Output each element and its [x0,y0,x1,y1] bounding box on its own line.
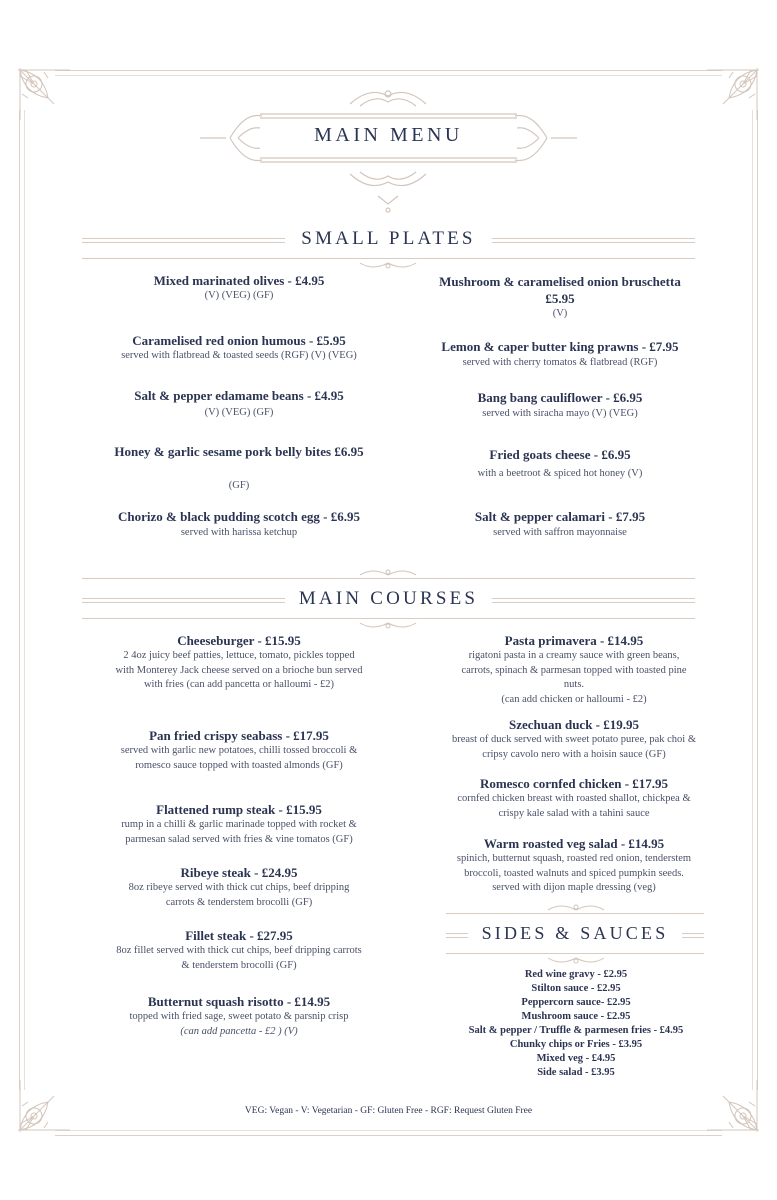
list-item [80,272,398,304]
flourish-icon [358,619,418,633]
page-title: MAIN MENU [314,124,463,146]
item-desc: (can add chicken or halloumi - £2) [501,693,647,705]
item-name: Fillet steak - £27.95 [185,928,293,943]
item-desc: 2 4oz juicy beef patties, lettuce, tomato, pickles topped [123,650,355,661]
item-desc: 8oz ribeye served with thick cut chips, beef dripping [128,882,350,893]
flourish-icon [546,954,606,968]
item-name: Chorizo & black pudding scotch egg - £6.95 [118,509,360,524]
list-item [80,993,398,1039]
item-desc: broccoli, toasted walnuts and spiced pumpkin seeds. [464,867,684,879]
list-item: Peppercorn sauce- £2.95 [521,997,631,1008]
item-name: Mixed marinated olives - £4.95 [153,273,325,288]
item-desc: rump in a chilli & garlic marinade topped with rocket & [121,819,357,830]
item-price: £5.95 [545,291,575,306]
list-item: Stilton sauce - £2.95 [531,983,621,994]
item-desc: 8oz fillet served with thick cut chips, beef dripping carrots [116,945,362,956]
item-desc: parmesan salad served with fries & vine tomatos (GF) [125,833,353,845]
divider [446,933,468,938]
list-item [80,927,398,973]
item-desc: cripsy cavolo nero with a hoisin sauce (GF) [482,748,666,760]
item-desc: served with dijon maple dressing (veg) [492,882,656,893]
divider [492,598,695,603]
border-right [752,110,758,1090]
divider [492,238,695,243]
item-desc: spinich, butternut squash, roasted red onion, tenderstem [456,853,692,864]
list-item [80,864,398,910]
item-name: Ribeye steak - £24.95 [180,865,298,880]
item-desc: crispy kale salad with a tahini sauce [498,807,650,819]
item-name: Pan fried crispy seabass - £17.95 [149,728,329,743]
item-desc: (V) [552,308,568,319]
list-item [400,508,720,541]
item-desc: served with garlic new potatoes, chilli tossed broccoli & [120,745,358,756]
list-item [80,801,398,847]
item-desc: romesco sauce topped with toasted almonds (GF) [135,759,343,771]
list-item: Mushroom sauce - £2.95 [521,1011,631,1022]
item-desc: & tenderstem brocolli (GF) [181,959,297,971]
item-desc: cornfed chicken breast with roasted shallot, chickpea & [457,793,691,804]
item-name: Cheeseburger - £15.95 [177,633,301,648]
sides-list [445,968,707,1080]
item-desc: nuts. [563,679,585,690]
list-item [80,508,398,541]
list-item: Side salad - £3.95 [537,1067,615,1078]
item-note: (can add pancetta - £2 ) (V) [180,1025,298,1037]
section-heading-main-courses: MAIN COURSES [298,588,479,609]
list-item [80,727,398,773]
item-name: Romesco cornfed chicken - £17.95 [479,776,669,791]
list-item [418,775,730,821]
item-name: Salt & pepper calamari - £7.95 [474,509,646,524]
list-item [80,443,398,494]
divider [82,578,695,579]
item-desc: served with cherry tomatos & flatbread (RGF) [462,357,658,368]
item-name: Fried goats cheese - £6.95 [489,447,631,462]
list-item: Red wine gravy - £2.95 [524,969,628,980]
border-bottom [55,1130,722,1136]
list-item [80,632,398,693]
item-desc: served with siracha mayo (V) (VEG) [482,408,638,419]
list-item [400,389,720,422]
dietary-legend: VEG: Vegan - V: Vegetarian - GF: Gluten Free - RGF: Request Gluten Free [244,1106,533,1116]
flourish-icon [546,900,606,914]
item-desc: served with flatbread & toasted seeds (RGF) (V) (VEG) [121,350,357,361]
item-name: Flattened rump steak - £15.95 [156,802,322,817]
list-item [400,273,720,322]
item-desc: served with saffron mayonnaise [493,527,627,538]
item-name: Lemon & caper butter king prawns - £7.95 [441,339,679,354]
item-desc: carrots & tenderstem brocolli (GF) [165,896,313,908]
list-item [400,338,720,371]
divider [82,598,285,603]
list-item [418,716,730,762]
corner-ornament-icon [14,64,74,124]
title-ornament-icon [200,82,577,222]
list-item [418,835,730,896]
item-desc: with a beetroot & spiced hot honey (V) [477,468,643,479]
divider [446,913,704,914]
item-desc: with Monterey Jack cheese served on a brioche bun served [115,664,363,676]
item-name: Warm roasted veg salad - £14.95 [483,836,665,851]
item-name: Salt & pepper edamame beans - £4.95 [134,388,344,403]
list-item [80,387,398,421]
item-desc: (V) (VEG) (GF) [204,290,274,301]
item-name: Caramelised red onion humous - £5.95 [132,333,346,348]
flourish-icon [358,565,418,579]
item-desc: breast of duck served with sweet potato puree, pak choi & [451,734,697,745]
item-name: Butternut squash risotto - £14.95 [147,994,331,1009]
border-left [19,110,25,1090]
list-item [400,446,720,482]
list-item: Mixed veg - £4.95 [536,1053,616,1064]
item-name: Bang bang cauliflower - £6.95 [477,390,643,405]
divider [82,238,285,243]
flourish-icon [358,259,418,273]
item-name: Honey & garlic sesame pork belly bites £6.95 [114,444,364,459]
item-desc: served with harissa ketchup [180,527,298,538]
item-desc: carrots, spinach & parmesan topped with toasted pine [461,664,687,676]
list-item: Salt & pepper / Truffle & parmesen fries - £4.95 [468,1025,684,1036]
list-item [418,632,730,707]
item-desc: with fries (can add pancetta or halloumi - £2) [143,679,335,690]
item-desc: (V) (VEG) (GF) [204,407,274,418]
border-top [55,70,722,76]
list-item: Chunky chips or Fries - £3.95 [509,1039,643,1050]
corner-ornament-icon [703,64,763,124]
divider [682,933,704,938]
item-name: Pasta primavera - £14.95 [504,633,644,648]
section-heading-small-plates: SMALL PLATES [301,228,476,249]
item-name: Szechuan duck - £19.95 [508,717,640,732]
item-desc: (GF) [228,480,250,491]
item-desc: topped with fried sage, sweet potato & parsnip crisp [129,1011,349,1022]
list-item [80,332,398,364]
section-heading-sides: SIDES & SAUCES [481,923,669,943]
item-desc: rigatoni pasta in a creamy sauce with green beans, [468,650,680,661]
item-name: Mushroom & caramelised onion bruschetta [439,274,681,289]
